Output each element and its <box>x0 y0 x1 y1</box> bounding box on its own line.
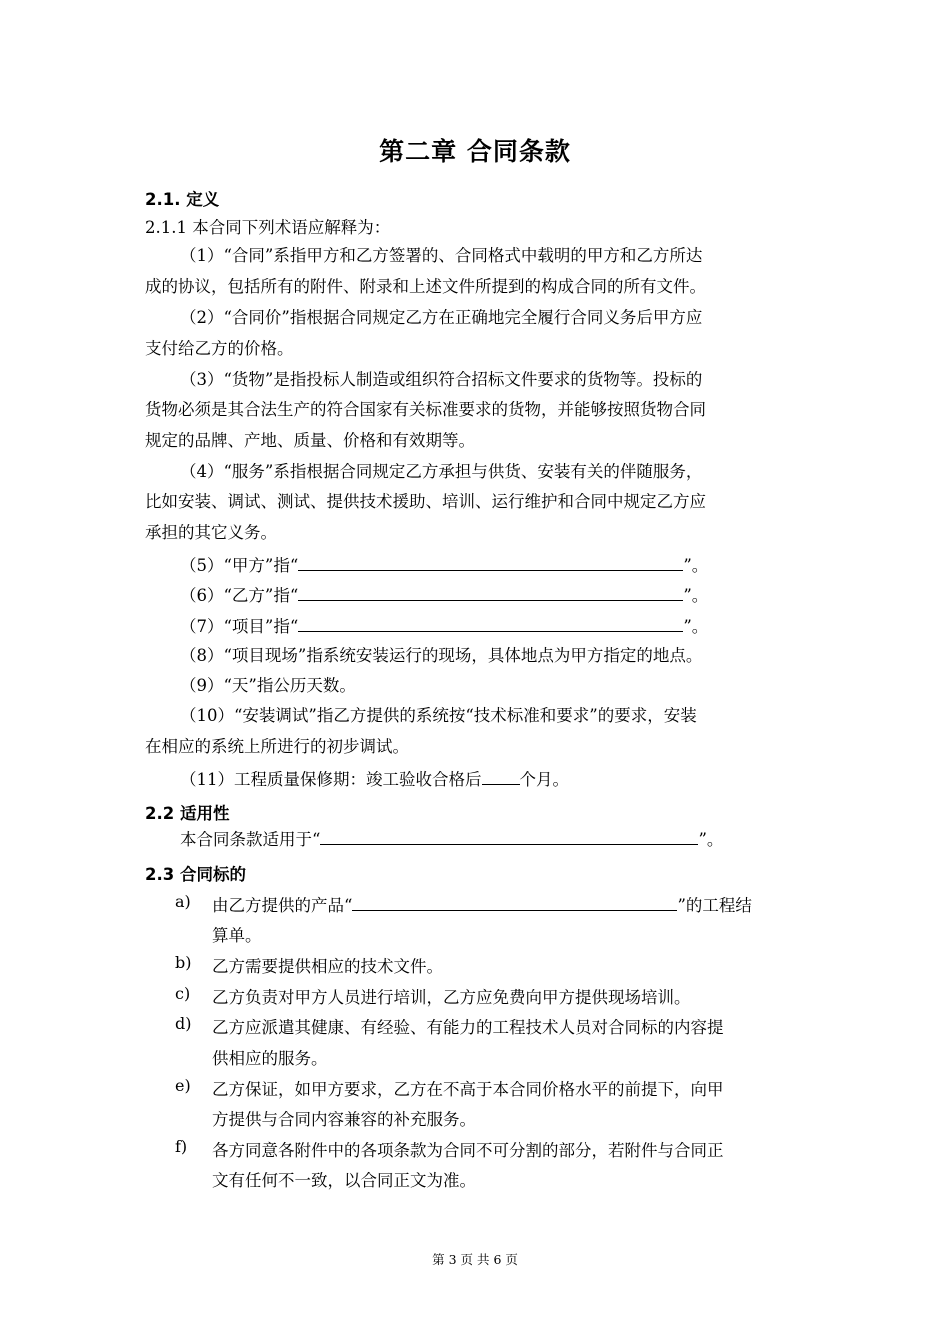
definition-3-line1: （3）“货物”是指投标人制造或组织符合招标文件要求的货物等。投标的 <box>180 370 703 389</box>
definition-10-line2: 在相应的系统上所进行的初步调试。 <box>145 737 409 756</box>
item-f-line1: 各方同意各附件中的各项条款为合同不可分割的部分，若附件与合同正 <box>212 1141 724 1160</box>
definition-6-close: ”。 <box>683 586 709 605</box>
definition-4-line3: 承担的其它义务。 <box>145 523 277 542</box>
section-heading-2-2: 2.2 适用性 <box>145 804 230 823</box>
item-b-marker: b) <box>175 953 192 972</box>
definition-6 <box>180 586 708 605</box>
item-b-line1: 乙方需要提供相应的技术文件。 <box>212 957 443 976</box>
definition-3-line2: 货物必须是其合法生产的符合国家有关标准要求的货物，并能够按照货物合同 <box>145 400 706 419</box>
definition-3-line3: 规定的品牌、产地、质量、价格和有效期等。 <box>145 431 475 450</box>
party-a-blank[interactable] <box>298 556 683 571</box>
definition-1-line2: 成的协议，包括所有的附件、附录和上述文件所提到的构成合同的所有文件。 <box>145 277 706 296</box>
definition-5 <box>180 556 708 575</box>
item-d-marker: d) <box>175 1014 192 1033</box>
chapter-title: 第二章 合同条款 <box>379 137 571 166</box>
item-a-line2: 算单。 <box>212 926 262 945</box>
definition-8: （8）“项目现场”指系统安装运行的现场，具体地点为甲方指定的地点。 <box>180 646 703 665</box>
definition-7-label: （7）“项目”指“ <box>180 617 299 636</box>
item-e-line2: 方提供与合同内容兼容的补充服务。 <box>212 1110 476 1129</box>
definition-4-line1: （4）“服务”系指根据合同规定乙方承担与供货、安装有关的伴随服务， <box>180 462 703 481</box>
applicability-text <box>180 830 723 849</box>
product-blank[interactable] <box>352 896 677 911</box>
item-c-marker: c) <box>175 984 191 1003</box>
definitions-intro: 2.1.1 本合同下列术语应解释为： <box>145 218 391 237</box>
item-f-marker: f) <box>175 1137 188 1156</box>
item-f-line2: 文有任何不一致，以合同正文为准。 <box>212 1171 476 1190</box>
item-d-line1: 乙方应派遣其健康、有经验、有能力的工程技术人员对合同标的内容提 <box>212 1018 724 1037</box>
applicability-label: 本合同条款适用于“ <box>180 830 321 849</box>
page-number-footer: 第 3 页 共 6 页 <box>432 1252 518 1267</box>
item-e-line1: 乙方保证，如甲方要求，乙方在不高于本合同价格水平的前提下，向甲 <box>212 1080 724 1099</box>
definition-11 <box>180 770 569 789</box>
definition-2-line1: （2）“合同价”指根据合同规定乙方在正确地完全履行合同义务后甲方应 <box>180 308 703 327</box>
item-d-line2: 供相应的服务。 <box>212 1049 328 1068</box>
section-heading-2-1: 2.1. 定义 <box>145 190 220 209</box>
definition-1-line1: （1）“合同”系指甲方和乙方签署的、合同格式中载明的甲方和乙方所达 <box>180 246 703 265</box>
definition-4-line2: 比如安装、调试、测试、提供技术援助、培训、运行维护和合同中规定乙方应 <box>145 492 706 511</box>
definition-10-line1: （10）“安装调试”指乙方提供的系统按“技术标准和要求”的要求，安装 <box>180 706 697 725</box>
item-a-label: 由乙方提供的产品“ <box>212 896 353 915</box>
applicability-blank[interactable] <box>320 830 698 845</box>
definition-6-label: （6）“乙方”指“ <box>180 586 299 605</box>
party-b-blank[interactable] <box>298 586 683 601</box>
item-a-marker: a) <box>175 892 191 911</box>
definition-11-label: （11）工程质量保修期：竣工验收合格后 <box>180 770 482 789</box>
project-blank[interactable] <box>298 617 683 632</box>
definition-9: （9）“天”指公历天数。 <box>180 676 356 695</box>
definition-5-label: （5）“甲方”指“ <box>180 556 299 575</box>
definition-11-close: 个月。 <box>519 770 569 789</box>
definition-7 <box>180 617 708 636</box>
item-a-close: ”的工程结 <box>677 896 752 915</box>
definition-5-close: ”。 <box>683 556 709 575</box>
warranty-months-blank[interactable] <box>482 770 520 785</box>
item-c-line1: 乙方负责对甲方人员进行培训，乙方应免费向甲方提供现场培训。 <box>212 988 691 1007</box>
definition-2-line2: 支付给乙方的价格。 <box>145 339 294 358</box>
definition-7-close: ”。 <box>683 617 709 636</box>
item-e-marker: e) <box>175 1076 191 1095</box>
item-a-line1 <box>212 892 752 916</box>
applicability-close: ”。 <box>698 830 724 849</box>
section-heading-2-3: 2.3 合同标的 <box>145 865 246 884</box>
